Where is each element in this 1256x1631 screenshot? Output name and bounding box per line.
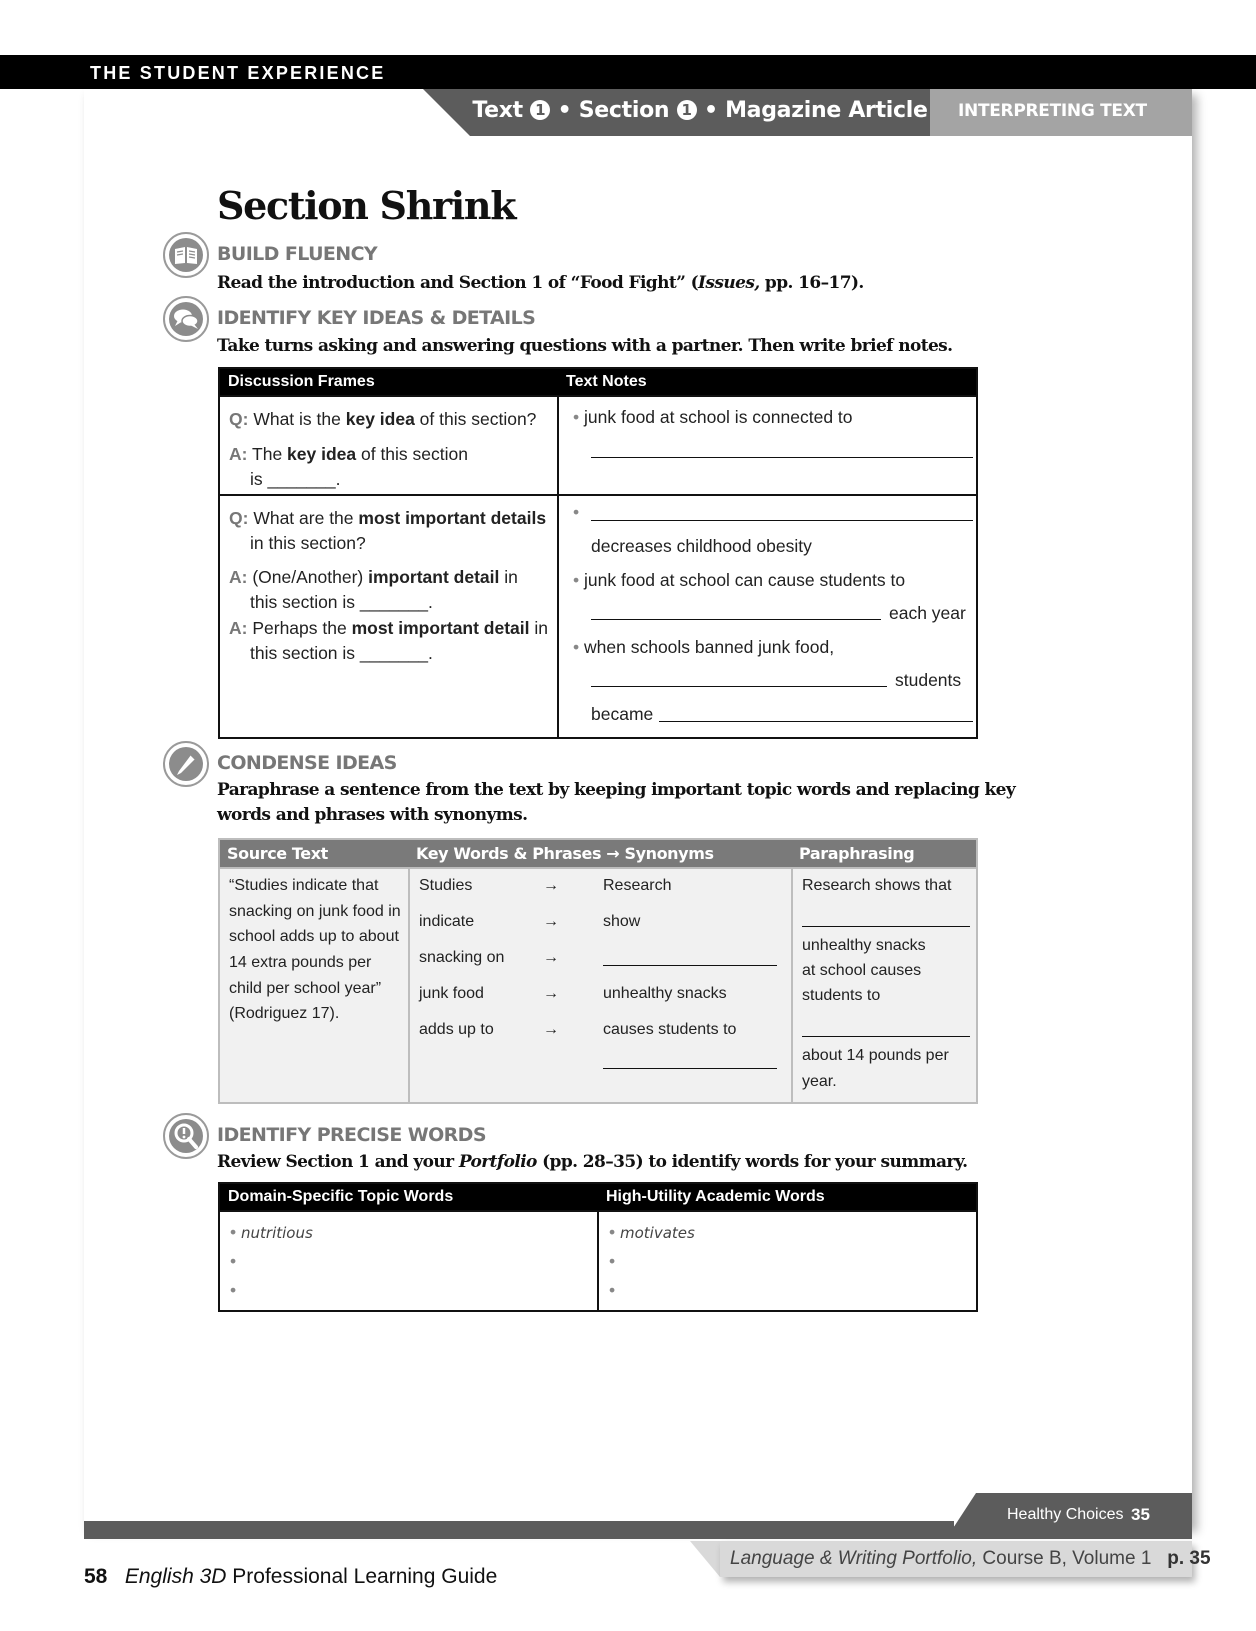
header-bullet: • (557, 98, 572, 123)
text-number-badge: 1 (530, 100, 550, 120)
arrow-icon: → (543, 913, 559, 930)
arrow-icon: → (543, 985, 559, 1002)
header-section-label: Section (578, 98, 670, 123)
source-line: 14 extra pounds per (229, 954, 372, 971)
key-ideas-heading: IDENTIFY KEY IDEAS & DETAILS (217, 307, 536, 329)
key-word: Studies (419, 877, 473, 894)
header-bullet: • (703, 98, 718, 123)
table-cell[interactable] (219, 1211, 598, 1311)
table-header: Domain-Specific Topic Words (219, 1183, 598, 1211)
key-word: junk food (419, 985, 484, 1002)
key-word: snacking on (419, 949, 505, 966)
paraphrase-table (218, 838, 978, 1104)
paraphrase-line: unhealthy snacks (802, 937, 926, 954)
source-line: child per school year” (229, 980, 382, 997)
key-word: indicate (419, 913, 475, 930)
guide-footer: 58 English 3D Professional Learning Guide (84, 1565, 498, 1588)
note-bullet: • junk food at school is connected to (573, 407, 853, 427)
interpreting-text-tab: INTERPRETING TEXT (930, 89, 1192, 136)
table-header: Key Words & Phrases → Synonyms (409, 839, 792, 868)
precise-words-instruction: Review Section 1 and your Portfolio (pp. 28–35) to identify words for your summary. (217, 1152, 968, 1172)
unit-page-number: 35 (1131, 1505, 1150, 1524)
build-fluency-instruction: Read the introduction and Section 1 of “Food Fight” (Issues, pp. 16–17). (217, 273, 864, 293)
precise-words-table (218, 1182, 978, 1312)
synonym: show (603, 913, 641, 930)
banner-text: THE STUDENT EXPERIENCE (90, 63, 386, 83)
section-number-badge: 1 (677, 100, 697, 120)
precise-words-heading: IDENTIFY PRECISE WORDS (217, 1124, 486, 1146)
arrow-icon: → (543, 877, 559, 894)
build-fluency-heading: BUILD FLUENCY (217, 243, 378, 265)
magnifier-icon (163, 1113, 209, 1159)
table-header: Text Notes (558, 368, 977, 396)
answer-detail-line2: this section is _______. (250, 592, 433, 612)
answer-line[interactable] (591, 520, 973, 521)
paraphrase-line: students to (802, 987, 881, 1004)
book-icon (163, 232, 209, 278)
answer-line[interactable] (591, 457, 973, 458)
discussion-icon (163, 296, 209, 342)
paraphrase-line: year. (802, 1073, 837, 1090)
note-bullet: • junk food at school can cause students to (573, 570, 906, 590)
word-list-item: • motivates (609, 1222, 695, 1242)
source-line: school adds up to about (229, 928, 399, 945)
table-cell (219, 396, 558, 495)
note-text: became (591, 704, 654, 724)
paraphrase-line: Research shows that (802, 877, 952, 894)
word-list-item[interactable]: • (230, 1251, 237, 1271)
source-line: “Studies indicate that (229, 877, 379, 894)
portfolio-tab-corner (690, 1541, 720, 1577)
question-details: Q: What are the most important details (229, 508, 547, 528)
footer-tab (976, 1493, 1192, 1539)
note-bullet: • (573, 502, 580, 522)
footer-tab-corner (946, 1493, 976, 1539)
guide-page-number: 58 (84, 1565, 108, 1588)
table-header: Source Text (219, 839, 409, 868)
paraphrase-line: about 14 pounds per (802, 1047, 949, 1064)
answer-line[interactable] (591, 619, 881, 620)
note-text: students (895, 670, 962, 690)
table-cell (558, 396, 977, 495)
condense-ideas-heading: CONDENSE IDEAS (217, 752, 397, 774)
source-line: snacking on junk food in (229, 903, 401, 920)
arrow-icon: → (543, 949, 559, 966)
answer-line[interactable] (591, 686, 887, 687)
table-header: Paraphrasing (792, 839, 977, 868)
note-text: each year (889, 603, 966, 623)
key-ideas-table (218, 367, 978, 739)
answer-most-important: A: Perhaps the most important detail in (229, 618, 548, 638)
key-word: adds up to (419, 1021, 494, 1038)
header-title (470, 89, 930, 136)
table-cell (219, 495, 558, 738)
table-cell (792, 868, 977, 1103)
word-list-item[interactable]: • (609, 1251, 616, 1271)
header-article-type: Magazine Article (725, 98, 928, 123)
answer-line[interactable] (659, 721, 973, 722)
paraphrase-blank[interactable] (802, 1036, 970, 1037)
answer-detail: A: (One/Another) important detail in (229, 567, 518, 587)
synonym: Research (603, 877, 672, 894)
synonym-blank[interactable] (603, 1068, 777, 1069)
answer-most-important-line2: this section is _______. (250, 643, 433, 663)
answer-key-idea: A: The key idea of this section (229, 444, 468, 464)
answer-key-idea-line2: is _______. (250, 469, 341, 489)
pencil-icon (163, 741, 209, 787)
word-list-item[interactable]: • (609, 1280, 616, 1300)
synonym: unhealthy snacks (603, 985, 727, 1002)
table-header: Discussion Frames (219, 368, 558, 396)
unit-title: Healthy Choices (1007, 1506, 1124, 1523)
note-text: decreases childhood obesity (591, 536, 812, 556)
header-text-label: Text (472, 98, 523, 123)
portfolio-reference-text: Language & Writing Portfolio, Course B, Volume 1 p. 35 (730, 1548, 1211, 1569)
arrow-icon: → (543, 1021, 559, 1038)
footer-bar (84, 1521, 954, 1539)
note-bullet: • when schools banned junk food, (573, 637, 835, 657)
condense-instruction-line2: words and phrases with synonyms. (217, 805, 528, 825)
top-banner (0, 55, 1256, 89)
word-list-item[interactable]: • (230, 1280, 237, 1300)
table-cell[interactable] (598, 1211, 977, 1311)
table-cell (558, 495, 977, 738)
condense-instruction: Paraphrase a sentence from the text by keeping important topic words and replacing key (217, 780, 1016, 800)
synonym-blank[interactable] (603, 965, 777, 966)
page-title: Section Shrink (217, 183, 516, 228)
header-tab-corner (423, 89, 470, 136)
word-list-item: • nutritious (230, 1222, 313, 1242)
synonym: causes students to (603, 1021, 737, 1038)
question-key-idea: Q: What is the key idea of this section? (229, 409, 537, 429)
table-cell (409, 868, 792, 1103)
question-details-line2: in this section? (250, 533, 366, 553)
paraphrase-line: at school causes (802, 962, 922, 979)
table-cell (219, 868, 409, 1103)
key-ideas-instruction: Take turns asking and answering questions with a partner. Then write brief notes. (217, 336, 953, 356)
paraphrase-blank[interactable] (802, 926, 970, 927)
portfolio-reference (720, 1541, 1211, 1577)
table-header: High-Utility Academic Words (598, 1183, 977, 1211)
source-line: (Rodriguez 17). (229, 1005, 340, 1022)
